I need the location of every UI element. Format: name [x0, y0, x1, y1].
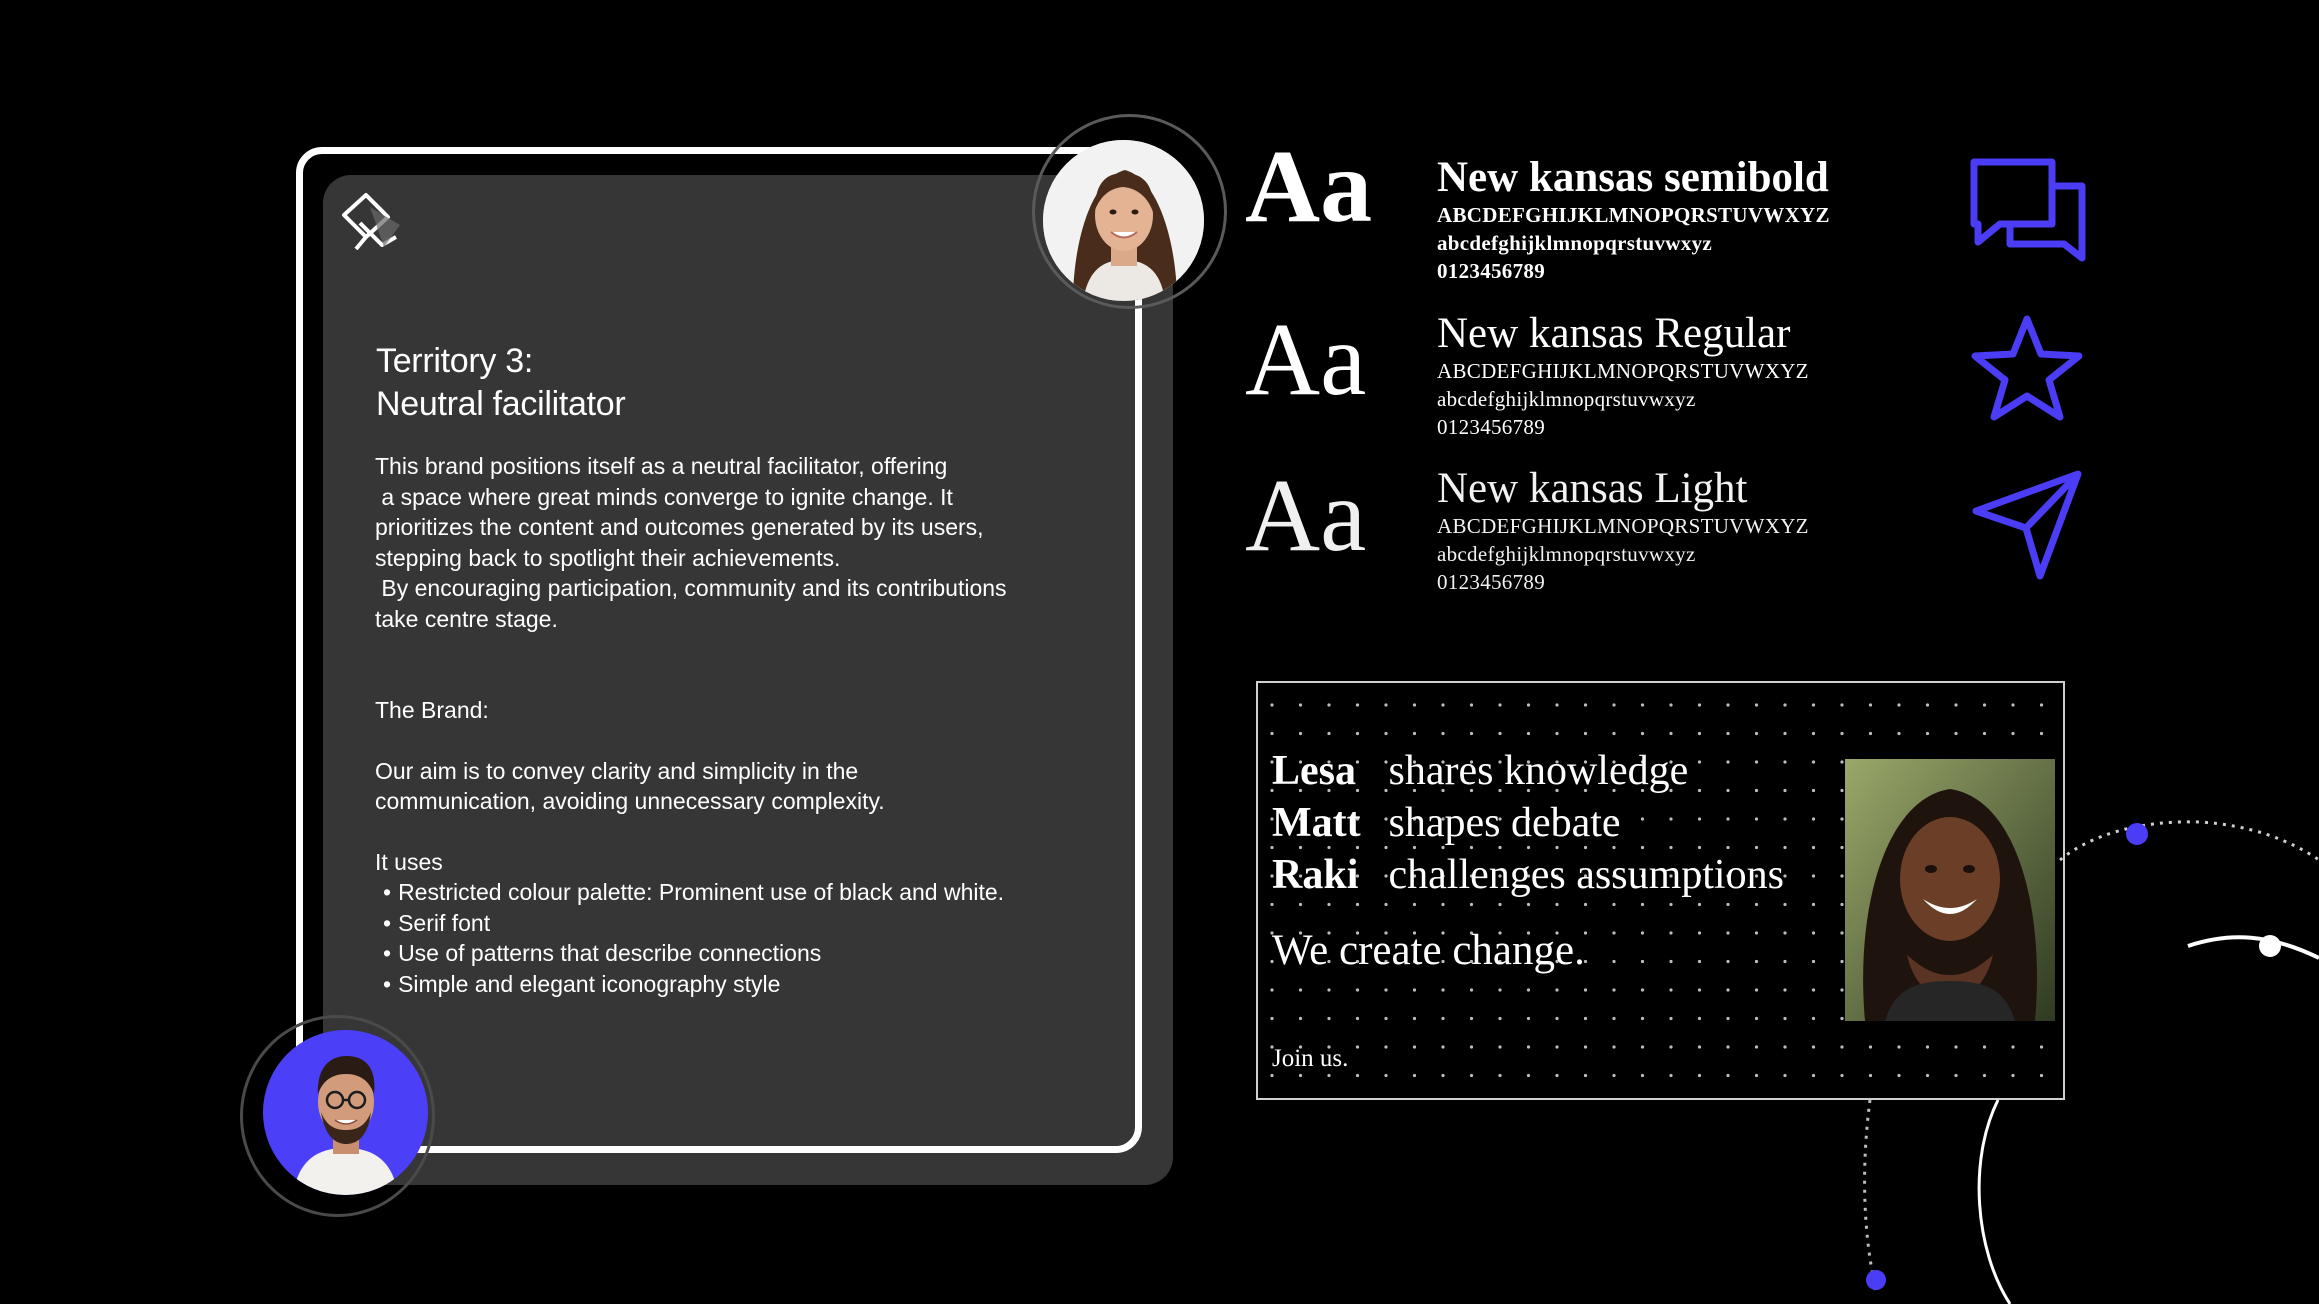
list-item: • Use of patterns that describe connections	[375, 938, 1095, 969]
list-item: • Simple and elegant iconography style	[375, 969, 1095, 1000]
banner-row	[1272, 849, 1784, 901]
font-digits: 0123456789	[1437, 415, 1545, 439]
uses-heading: It uses	[375, 848, 443, 875]
connection-node	[2259, 935, 2281, 957]
font-uppercase: ABCDEFGHIJKLMNOPQRSTUVWXYZ	[1437, 514, 1809, 538]
banner-row	[1272, 745, 1784, 797]
font-lowercase: abcdefghijklmnopqrstuvwxyz	[1437, 387, 1696, 411]
font-digits: 0123456789	[1437, 570, 1545, 594]
font-name: New kansas Regular	[1437, 310, 1791, 357]
uses-list	[375, 877, 1095, 999]
chat-bubbles-icon	[1970, 158, 2088, 273]
person-photo	[1845, 759, 2055, 1021]
card-body	[375, 451, 1095, 999]
type-spec-regular	[1437, 311, 1809, 441]
row-action: shapes debate	[1388, 800, 1621, 846]
row-name: Lesa	[1272, 748, 1356, 794]
banner-row	[1272, 797, 1784, 849]
avatar	[263, 1030, 428, 1195]
font-lowercase: abcdefghijklmnopqrstuvwxyz	[1437, 542, 1696, 566]
font-uppercase: ABCDEFGHIJKLMNOPQRSTUVWXYZ	[1437, 359, 1809, 383]
person-photo	[263, 1030, 428, 1195]
row-name: Raki	[1272, 852, 1359, 898]
person-photo	[1043, 140, 1204, 301]
list-item: • Restricted colour palette: Prominent use of black and white.	[375, 877, 1095, 908]
pin-icon	[330, 185, 410, 265]
font-lowercase: abcdefghijklmnopqrstuvwxyz	[1437, 231, 1712, 255]
card-title-line-1: Territory 3:	[376, 342, 533, 380]
list-item: • Serif font	[375, 908, 1095, 939]
brand-heading: The Brand:	[375, 697, 489, 723]
banner-photo	[1845, 759, 2055, 1021]
font-uppercase: ABCDEFGHIJKLMNOPQRSTUVWXYZ	[1437, 203, 1830, 227]
brand-aim: Our aim is to convey clarity and simplicity in the communication, avoiding unnecessary complexity.	[375, 757, 885, 814]
type-sample-regular: Aa	[1245, 302, 1367, 417]
font-digits: 0123456789	[1437, 259, 1545, 283]
send-icon	[1968, 466, 2086, 584]
type-sample-light: Aa	[1245, 458, 1367, 573]
banner-rows	[1272, 745, 1784, 901]
type-spec-light	[1437, 466, 1809, 596]
font-name: New kansas semibold	[1437, 154, 1829, 201]
font-name: New kansas Light	[1437, 465, 1748, 512]
community-banner	[1256, 681, 2065, 1100]
card-title	[376, 340, 1076, 426]
banner-tagline: We create change.	[1272, 927, 1585, 974]
row-name: Matt	[1272, 800, 1361, 846]
row-action: challenges assumptions	[1388, 852, 1784, 898]
connection-node	[1866, 1270, 1886, 1290]
row-action: shares knowledge	[1388, 748, 1689, 794]
card-title-line-2: Neutral facilitator	[376, 385, 626, 423]
join-link[interactable]: Join us.	[1272, 1045, 1349, 1072]
avatar	[1043, 140, 1204, 301]
card-paragraph: This brand positions itself as a neutral facilitator, offering a space where great minds converge to ignite change. It prioritizes the content and outcomes generated by its users, stepping back to spotlight their achievements. By encouraging participation, community and its contributions take centre stage.	[375, 453, 1007, 632]
type-spec-semibold	[1437, 155, 1830, 285]
star-icon	[1968, 313, 2086, 425]
type-sample-semibold: Aa	[1245, 129, 1373, 244]
connection-node	[2126, 823, 2148, 845]
